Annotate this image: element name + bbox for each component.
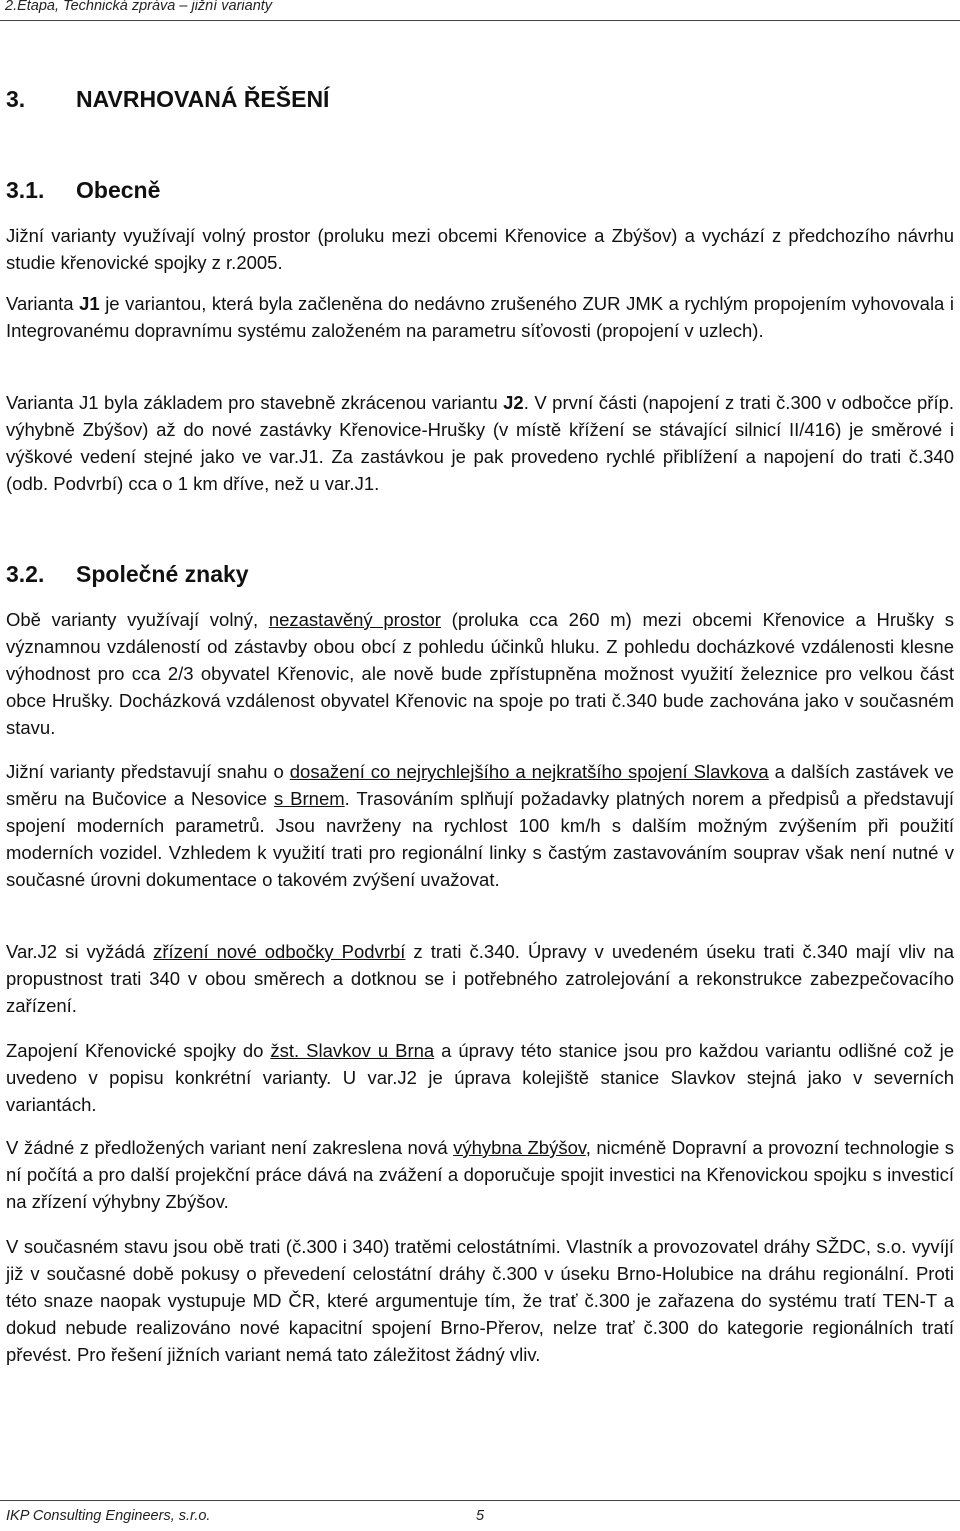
- footer-rule: [0, 1500, 960, 1501]
- paragraph-current-state: V současném stavu jsou obě trati (č.300 i 340) tratěmi celostátními. Vlastník a provozovatel dráhy SŽDC, s.o. vyvíjí již v současné době pokusy o převedení celostátní dráhy č.300 v úseku Brno-Holubice na dráhu regionální. Proti této snaze naopak vystupuje MD ČR, které argumentuje tím, že trať č.300 je zařazena do systému tratí TEN-T a dokud nebude realizováno nové kapacitní spojení Brno-Přerov, nelze trať č.300 do kategorie regionálních tratí převést. Pro řešení jižních variant nemá tato záležitost žádný vliv.: [6, 1236, 954, 1365]
- underlined-phrase: nezastavěný prostor: [268, 609, 441, 630]
- section-heading-3-1: [6, 177, 160, 204]
- underlined-phrase: dosažení co nejrychlejšího a nejkratšího spojení Slavkova: [289, 761, 769, 782]
- section-title: Společné znaky: [76, 561, 249, 587]
- section-number: 3.1.: [6, 177, 45, 203]
- underlined-phrase: s Brnem: [274, 788, 345, 809]
- footer-company: IKP Consulting Engineers, s.r.o.: [6, 1508, 211, 1524]
- paragraph-intro: Jižní varianty využívají volný prostor (proluku mezi obcemi Křenovice a Zbýšov) a vychází z předchozího návrhu studie křenovické spojky z r.2005.: [6, 225, 954, 273]
- variant-j2-label: J2: [503, 392, 524, 413]
- section-heading-3-2: [6, 561, 249, 588]
- underlined-phrase: výhybna Zbýšov: [453, 1137, 586, 1158]
- paragraph-variant-j1: Varianta J1 je variantou, která byla začleněna do nedávno zrušeného ZUR JMK a rychlým propojením vyhovovala i Integrovanému dopravnímu systému založeném na parametru síťovosti (propojení v uzlech).: [6, 293, 954, 341]
- running-header: 2.Etapa, Technická zpráva – jižní varianty: [5, 0, 273, 14]
- underlined-phrase: žst. Slavkov u Brna: [270, 1040, 435, 1061]
- variant-j1-label: J1: [79, 293, 100, 314]
- paragraph-variant-j2: Varianta J1 byla základem pro stavebně zkrácenou variantu J2. V první části (napojení z trati č.300 v odbočce příp. výhybně Zbýšov) až do nové zastávky Křenovice-Hrušky (v místě křížení se stávající silnicí II/416) je směrové i výškové vedení stejné jako ve var.J1. Za zastávkou je pak provedeno rychlé přiblížení a napojení do trati č.340 (odb. Podvrbí) cca o 1 km dříve, než u var.J1.: [6, 392, 955, 494]
- paragraph-southern-goals: Jižní varianty představují snahu o dosažení co nejrychlejšího a nejkratšího spojení Slavkova a dalších zastávek ve směru na Bučovice a Nesovice s Brnem. Trasováním splňují požadavky platných norem a předpisů a představují spojení moderních parametrů. Jsou navrženy na rychlost 100 km/h s dalším možným zvýšením při použití moderních vozidel. Vzhledem k využití trati pro regionální linky s častým zastavováním souprav však není nutné v současné úrovni dokumentace o takovém zvýšení uvažovat.: [6, 761, 954, 890]
- paragraph-podvrbi: Var.J2 si vyžádá zřízení nové odbočky Podvrbí z trati č.340. Úpravy v uvedeném úseku trati č.340 mají vliv na propustnost trati 340 v obou směrech a dotknou se i potřebného zatrolejování a rekonstrukce zabezpečovacího zařízení.: [6, 941, 954, 1016]
- page-number: 5: [476, 1508, 485, 1524]
- section-number: 3.2.: [6, 561, 45, 587]
- paragraph-common-space: Obě varianty využívají volný, nezastavěný prostor (proluka cca 260 m) mezi obcemi Křenovice a Hrušky s významnou vzdáleností od zástavby obou obcí z pohledu účinků hluku. Z pohledu docházkové vzdálenosti klesne výhodnost pro cca 2/3 obyvatel Křenovic, ale nově bude zpřístupněna možnost využití železnice pro velkou část obce Hrušky. Docházková vzdálenost obyvatel Křenovic na spoje po trati č.340 bude zachována jako v současném stavu.: [6, 609, 955, 738]
- paragraph-slavkov: Zapojení Křenovické spojky do žst. Slavkov u Brna a úpravy této stanice jsou pro každou variantu odlišné což je uvedeno v popisu konkrétní varianty. U var.J2 je úprava kolejiště stanice Slavkov stejná jako v severních variantách.: [6, 1040, 954, 1115]
- header-rule: [0, 20, 960, 21]
- underlined-phrase: zřízení nové odbočky Podvrbí: [153, 941, 406, 962]
- section-heading-3: [6, 86, 329, 113]
- section-title: Obecně: [76, 177, 161, 203]
- paragraph-zbysov: V žádné z předložených variant není zakreslena nová výhybna Zbýšov, nicméně Dopravní a provozní technologie s ní počítá a pro další projekční práce dává na zvážení a doporučuje spojit investici na Křenovickou spojku s investicí na zřízení výhybny Zbýšov.: [6, 1137, 954, 1212]
- section-number: 3.: [6, 86, 26, 112]
- section-title: NAVRHOVANÁ ŘEŠENÍ: [76, 86, 330, 112]
